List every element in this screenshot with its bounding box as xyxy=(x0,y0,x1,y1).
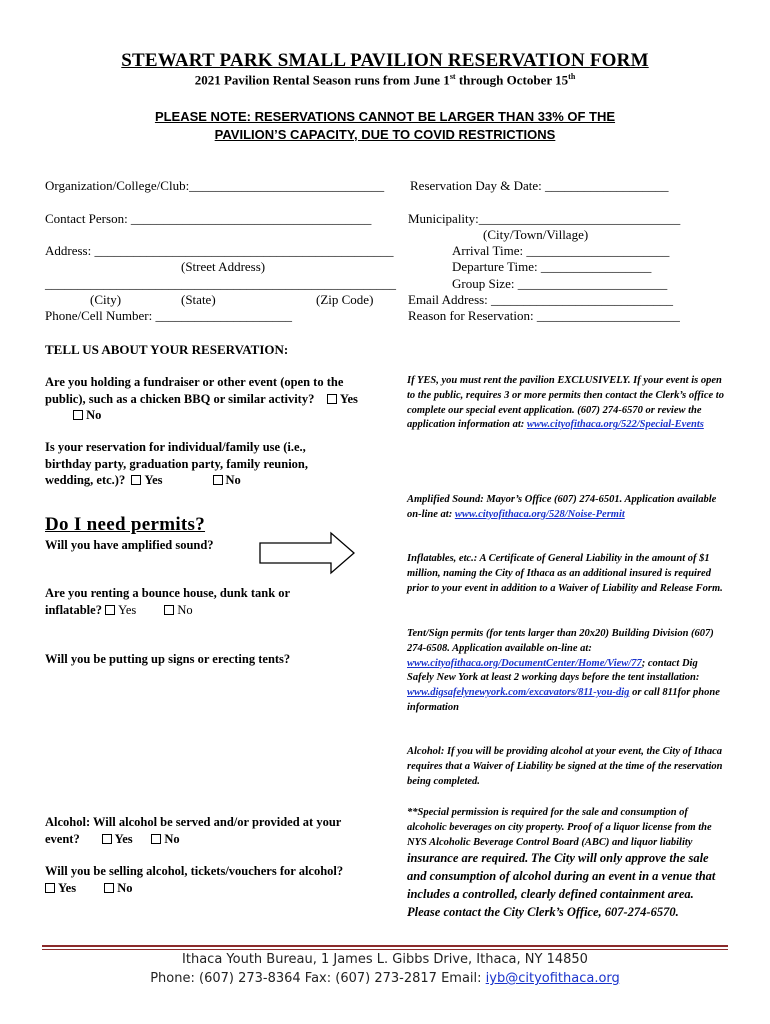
exclusive-rental-text: If YES, you must rent the pavilion EXCLUSIVELY. If your event is open to the public, requires 3 or more permits then contact the Clerk’s office to complete our special event application. (607) 274-6570 or review the application information at: xyxy=(407,375,724,431)
alcohol-served-no-checkbox[interactable] xyxy=(151,834,161,844)
bounce-house-yes-label: Yes xyxy=(118,602,137,617)
alcohol-served-no-label: No xyxy=(164,831,180,846)
alcohol-served-question xyxy=(45,814,355,847)
alcohol-served-yes-label: Yes xyxy=(114,831,133,846)
alcohol-selling-no-checkbox[interactable] xyxy=(104,883,114,893)
email-field[interactable]: Email Address: ____________________________ xyxy=(408,292,674,307)
zip-code-hint: (Zip Code) xyxy=(316,292,374,307)
organization-field[interactable]: Organization/College/Club:______________________________ xyxy=(45,178,385,193)
reservation-date-field[interactable]: Reservation Day & Date: ___________________ xyxy=(410,178,669,193)
dig-safely-link[interactable]: www.digsafelynewyork.com/excavators/811-you-dig xyxy=(407,687,630,699)
covid-note-line1: PLEASE NOTE: RESERVATIONS CANNOT BE LARGER THAN 33% OF THE xyxy=(154,109,616,124)
special-events-link[interactable]: www.cityofithaca.org/522/Special-Events xyxy=(526,419,704,431)
bounce-house-no-checkbox[interactable] xyxy=(164,605,174,615)
fundraiser-question-text: Are you holding a fundraiser or other event (open to the public), such as a chicken BBQ or similar activity? xyxy=(45,375,344,406)
covid-note-line2: PAVILION’S CAPACITY, DUE TO COVID RESTRICTIONS xyxy=(214,127,556,142)
footer-divider xyxy=(42,945,728,947)
alcohol-selling-no-label: No xyxy=(117,880,133,895)
state-hint: (State) xyxy=(181,292,216,307)
tent-permit-info xyxy=(407,627,727,716)
group-size-field[interactable]: Group Size: _______________________ xyxy=(452,276,668,291)
arrow-right-icon xyxy=(258,531,358,575)
reservation-heading: TELL US ABOUT YOUR RESERVATION: xyxy=(45,342,289,357)
family-use-question-text: Is your reservation for individual/family use (i.e., birthday party, graduation party, family reunion, wedding, etc.)? xyxy=(45,440,308,487)
alcohol-selling-yes-checkbox[interactable] xyxy=(45,883,55,893)
family-use-yes-label: Yes xyxy=(144,473,163,487)
amplified-sound-info xyxy=(407,493,727,523)
phone-field[interactable]: Phone/Cell Number: _____________________ xyxy=(45,308,292,323)
family-use-yes-checkbox[interactable] xyxy=(131,475,141,485)
footer-address: Ithaca Youth Bureau, 1 James L. Gibbs Drive, Ithaca, NY 14850 xyxy=(182,952,588,967)
footer-divider-thin xyxy=(42,949,728,950)
fundraiser-no-label: No xyxy=(86,408,102,422)
fundraiser-no-checkbox[interactable] xyxy=(73,410,83,420)
municipality-field[interactable]: Municipality:_______________________________ xyxy=(408,211,681,226)
amplified-sound-question: Will you have amplified sound? xyxy=(45,538,214,552)
noise-permit-link[interactable]: www.cityofithaca.org/528/Noise-Permit xyxy=(454,508,625,520)
tent-permit-text: Tent/Sign permits (for tents larger than 20x20) Building Division (607) 274-6508. Application available on-line at: xyxy=(407,628,714,654)
subtitle-sup-2: th xyxy=(568,72,576,81)
address-field[interactable]: Address: ______________________________________________ xyxy=(45,243,394,258)
alcohol-waiver-info: Alcohol: If you will be providing alcohol at your event, the City of Ithaca requires that a Waiver of Liability be signed at the time of the reservation being completed. xyxy=(407,746,723,787)
form-subtitle xyxy=(0,72,770,88)
alcohol-served-yes-checkbox[interactable] xyxy=(102,834,112,844)
street-address-hint: (Street Address) xyxy=(181,259,266,274)
special-permission-info xyxy=(407,806,727,922)
reason-field[interactable]: Reason for Reservation: ______________________ xyxy=(408,308,680,323)
special-permission-text: **Special permission is required for the sale and consumption of alcoholic beverages on city property. Proof of a liquor license from the NYS Alcoholic Beverage Control Board (ABC) and liquor liability xyxy=(407,807,712,848)
family-use-no-checkbox[interactable] xyxy=(213,475,223,485)
alcohol-selling-yes-label: Yes xyxy=(58,880,77,895)
family-use-question xyxy=(45,439,355,489)
inflatables-info: Inflatables, etc.: A Certificate of General Liability in the amount of $1 million, naming the City of Ithaca as an additional insured is required prior to your event in addition to a Waiver of Liability and Release Form. xyxy=(407,553,723,594)
exclusive-rental-info xyxy=(407,374,727,433)
city-state-zip-line[interactable]: ______________________________________________________ xyxy=(45,276,396,291)
bounce-house-yes-checkbox[interactable] xyxy=(105,605,115,615)
bounce-house-no-label: No xyxy=(177,602,193,617)
subtitle-part-a: 2021 Pavilion Rental Season runs from June 1 xyxy=(194,72,450,88)
footer-email-link[interactable]: iyb@cityofithaca.org xyxy=(485,971,620,986)
arrival-time-field[interactable]: Arrival Time: ______________________ xyxy=(452,243,670,258)
subtitle-sup-1: st xyxy=(449,72,456,81)
building-division-link[interactable]: www.cityofithaca.org/DocumentCenter/Home/View/77 xyxy=(407,657,642,669)
departure-time-field[interactable]: Departure Time: _________________ xyxy=(452,259,652,274)
municipality-hint: (City/Town/Village) xyxy=(483,227,589,242)
tents-question: Will you be putting up signs or erecting tents? xyxy=(45,652,291,666)
fundraiser-question xyxy=(45,374,365,424)
subtitle-part-b: through October 15 xyxy=(455,72,569,88)
alcohol-selling-question-text: Will you be selling alcohol, tickets/vouchers for alcohol? xyxy=(45,864,344,878)
alcohol-served-question-text: Alcohol: Will alcohol be served and/or provided at your event? xyxy=(45,815,342,846)
dig-safely-text: ; contact Dig Safely New York at least 2 working days before the tent installation: xyxy=(407,657,700,684)
contact-person-field[interactable]: Contact Person: _____________________________________ xyxy=(45,211,372,226)
city-hint: (City) xyxy=(90,292,122,307)
footer-contact xyxy=(0,971,770,986)
bounce-house-question xyxy=(45,585,345,618)
alcohol-selling-question xyxy=(45,863,345,896)
city-approval-text: The City will only approve the sale and consumption of alcohol during an event in a venue that includes a controlled, clearly defined containment area. Please contact the City Clerk’s Office, 607-274-6570. xyxy=(407,851,716,919)
form-title: STEWART PARK SMALL PAVILION RESERVATION FORM xyxy=(121,50,649,71)
insurance-required-text: insurance are required. xyxy=(407,851,529,866)
fundraiser-yes-checkbox[interactable] xyxy=(327,394,337,404)
family-use-no-label: No xyxy=(225,473,241,487)
bounce-house-question-text: Are you renting a bounce house, dunk tank or inflatable? xyxy=(45,586,290,617)
permits-heading: Do I need permits? xyxy=(45,514,206,535)
call-811-text: or call 811for phone information xyxy=(407,687,720,713)
fundraiser-yes-label: Yes xyxy=(339,391,358,406)
amplified-sound-text: Amplified Sound: Mayor’s Office (607) 274-6501. Application available on-line at: xyxy=(407,494,717,520)
footer-phone-fax: Phone: (607) 273-8364 Fax: (607) 273-2817 Email: xyxy=(150,971,486,986)
